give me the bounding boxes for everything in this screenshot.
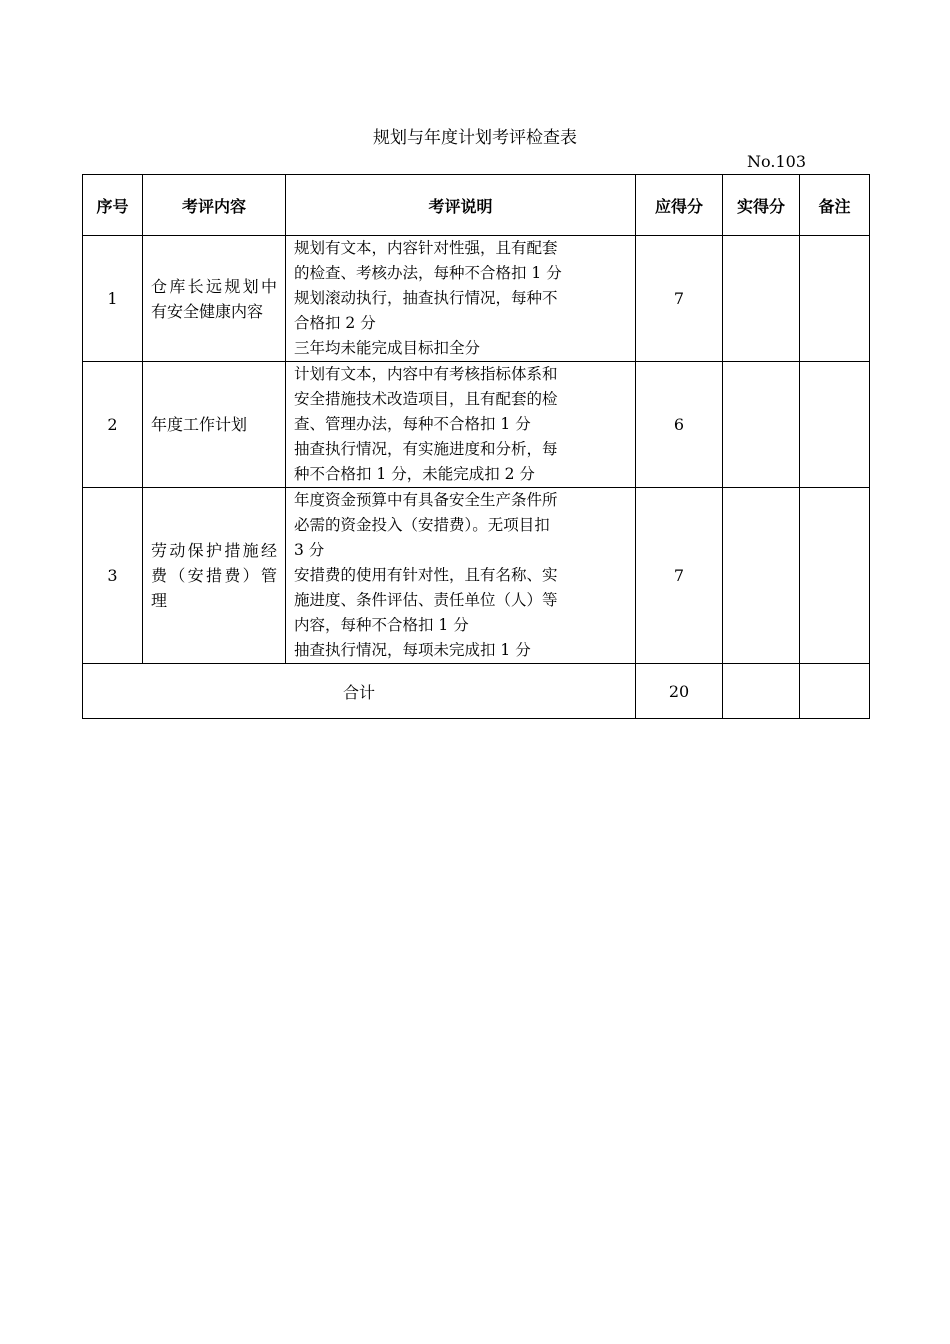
row-seq: 1 — [83, 236, 143, 362]
header-score-actual: 实得分 — [723, 175, 800, 236]
row-score-due: 7 — [636, 488, 723, 664]
description-line: 安措费的使用有针对性，且有名称、实 — [294, 566, 558, 584]
row-description — [286, 236, 636, 362]
row-content: 年度工作计划 — [143, 362, 286, 488]
table-row — [83, 488, 870, 664]
row-score-actual[interactable] — [723, 236, 800, 362]
total-remark[interactable] — [800, 664, 870, 719]
row-description — [286, 362, 636, 488]
description-line: 计划有文本，内容中有考核指标体系和 — [294, 365, 558, 383]
description-line: 规划滚动执行，抽查执行情况，每种不 — [294, 289, 558, 307]
total-label: 合计 — [83, 664, 636, 719]
document-number: No.103 — [747, 152, 806, 171]
header-description: 考评说明 — [286, 175, 636, 236]
description-line: 抽查执行情况，有实施进度和分析，每 — [294, 440, 558, 458]
header-content: 考评内容 — [143, 175, 286, 236]
row-remark[interactable] — [800, 488, 870, 664]
table-row — [83, 236, 870, 362]
description-line: 年度资金预算中有具备安全生产条件所 — [294, 491, 558, 509]
table-row — [83, 362, 870, 488]
header-remark: 备注 — [800, 175, 870, 236]
row-seq: 2 — [83, 362, 143, 488]
description-line: 的检查、考核办法，每种不合格扣 1 分 — [294, 264, 562, 282]
total-score-due: 20 — [636, 664, 723, 719]
row-content: 仓库长远规划中有安全健康内容 — [143, 236, 286, 362]
row-seq: 3 — [83, 488, 143, 664]
table-header-row — [83, 175, 870, 236]
description-line: 必需的资金投入（安措费）。无项目扣 — [294, 516, 550, 534]
document-title: 规划与年度计划考评检查表 — [373, 128, 577, 148]
description-line: 3 分 — [294, 541, 325, 559]
header-score-due: 应得分 — [636, 175, 723, 236]
description-line: 抽查执行情况，每项未完成扣 1 分 — [294, 641, 531, 659]
row-score-actual[interactable] — [723, 488, 800, 664]
total-score-actual[interactable] — [723, 664, 800, 719]
description-line: 种不合格扣 1 分，未能完成扣 2 分 — [294, 465, 535, 483]
row-score-due: 7 — [636, 236, 723, 362]
row-score-due: 6 — [636, 362, 723, 488]
description-line: 施进度、条件评估、责任单位（人）等 — [294, 591, 558, 609]
row-description — [286, 488, 636, 664]
description-line: 安全措施技术改造项目，且有配套的检 — [294, 390, 558, 408]
row-remark[interactable] — [800, 236, 870, 362]
row-content: 劳动保护措施经费（安措费）管理 — [143, 488, 286, 664]
header-seq: 序号 — [83, 175, 143, 236]
total-row — [83, 664, 870, 719]
description-line: 合格扣 2 分 — [294, 314, 376, 332]
row-remark[interactable] — [800, 362, 870, 488]
description-line: 查、管理办法，每种不合格扣 1 分 — [294, 415, 531, 433]
description-line: 内容，每种不合格扣 1 分 — [294, 616, 469, 634]
description-line: 三年均未能完成目标扣全分 — [294, 339, 481, 357]
check-table — [82, 174, 870, 719]
row-score-actual[interactable] — [723, 362, 800, 488]
description-line: 规划有文本，内容针对性强，且有配套 — [294, 239, 558, 257]
